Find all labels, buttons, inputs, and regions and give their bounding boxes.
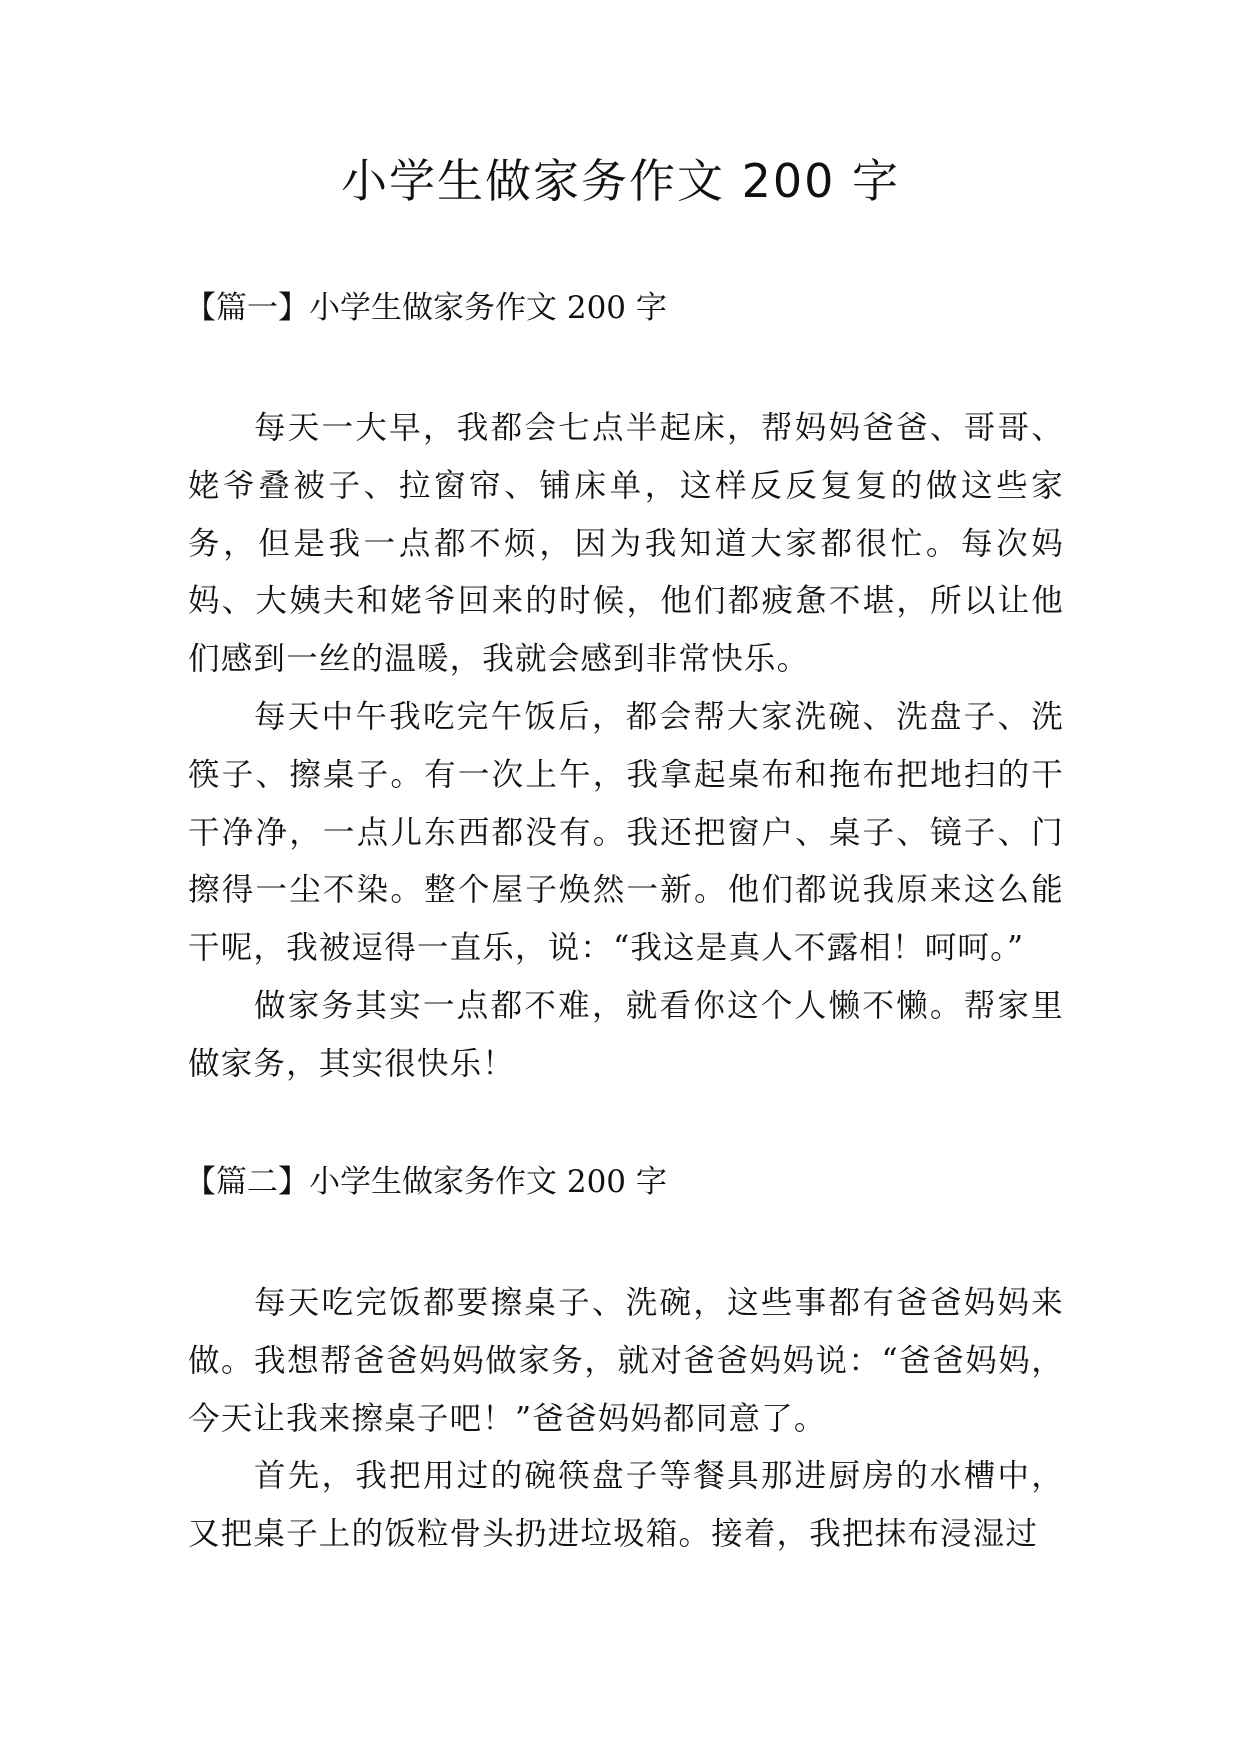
paragraph: 每天吃完饭都要擦桌子、洗碗，这些事都有爸爸妈妈来做。我想帮爸爸妈妈做家务，就对爸爸妈妈说：“爸爸妈妈，今天让我来擦桌子吧！”爸爸妈妈都同意了。 xyxy=(188,1285,1064,1437)
paragraph: 每天一大早，我都会七点半起床，帮妈妈爸爸、哥哥、姥爷叠被子、拉窗帘、铺床单，这样反反复复的做这些家务，但是我一点都不烦，因为我知道大家都很忙。每次妈妈、大姨夫和姥爷回来的时候，他们都疲惫不堪，所以让他们感到一丝的温暖，我就会感到非常快乐。 xyxy=(188,410,1064,678)
paragraph: 首先，我把用过的碗筷盘子等餐具那进厨房的水槽中，又把桌子上的饭粒骨头扔进垃圾箱。接着，我把抹布浸湿过 xyxy=(188,1458,1064,1552)
section-heading-2: 【篇二】小学生做家务作文 200 字 xyxy=(185,1164,667,1200)
paragraph: 做家务其实一点都不难，就看你这个人懒不懒。帮家里做家务，其实很快乐！ xyxy=(188,988,1064,1082)
section-heading-1: 【篇一】小学生做家务作文 200 字 xyxy=(185,290,667,326)
paragraph: 每天中午我吃完午饭后，都会帮大家洗碗、洗盘子、洗筷子、擦桌子。有一次上午，我拿起桌布和拖布把地扫的干干净净，一点儿东西都没有。我还把窗户、桌子、镜子、门擦得一尘不染。整个屋子焕然一新。他们都说我原来这么能干呢，我被逗得一直乐，说：“我这是真人不露相！呵呵。” xyxy=(188,699,1064,967)
document-title: 小学生做家务作文 200 字 xyxy=(340,154,901,208)
